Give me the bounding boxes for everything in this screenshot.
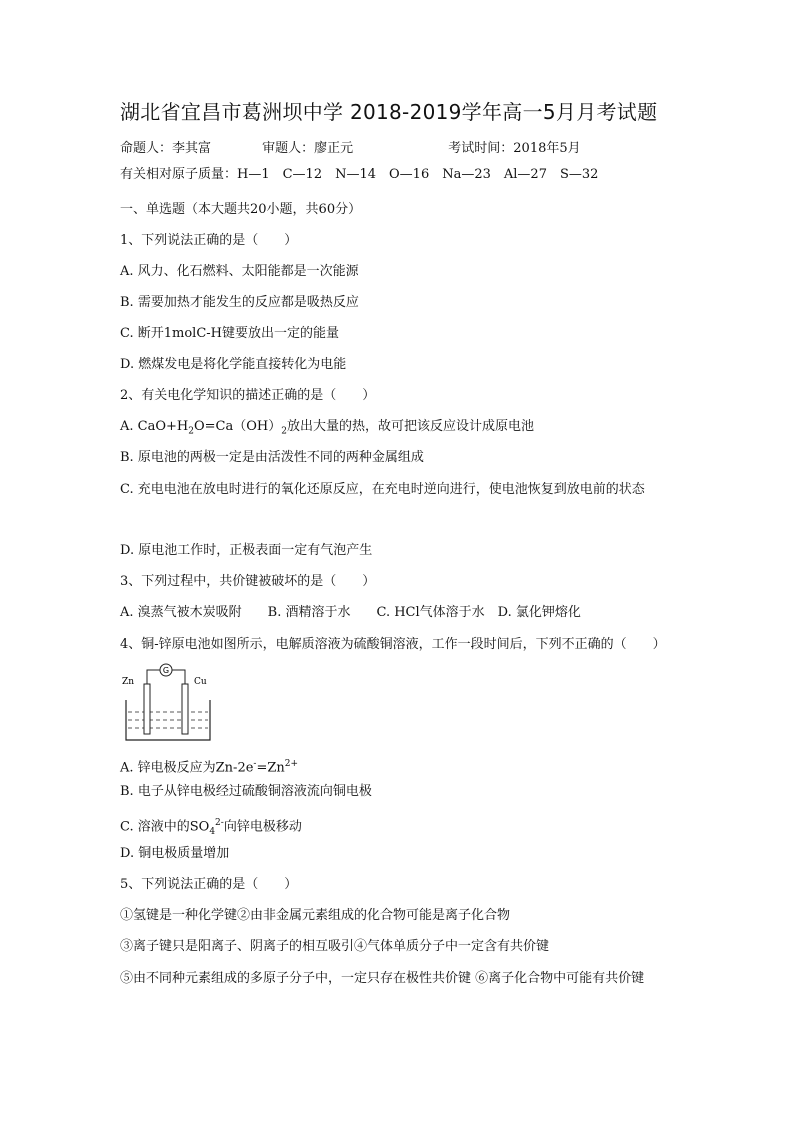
question-5-line-3: ⑤由不同种元素组成的多原子分子中，一定只存在极性共价键 ⑥离子化合物中可能有共价键 [120,971,645,986]
q4-a-mid: =Zn [256,760,285,776]
reviewer-text: 审题人：廖正元 [262,141,354,156]
galvanic-cell-svg [120,660,216,744]
question-2-stem: 2、有关电化学知识的描述正确的是（ ） [120,388,376,403]
question-5-line-2: ③离子键只是阳离子、阴离子的相互吸引④气体单质分子中一定含有共价键 [120,939,550,954]
q4-c-prefix: C. 溶液中的SO [120,819,210,835]
galvanic-cell-diagram [120,660,216,744]
question-3-options: A. 溴蒸气被木炭吸附 B. 酒精溶于水 C. HCl气体溶于水 D. 氯化钾熔化 [120,605,581,620]
q2-a-mid: O=Ca（OH） [193,419,282,434]
zinc-electrode [144,684,150,734]
exam-meta [120,140,581,158]
question-4-stem: 4、铜-锌原电池如图所示，电解质溶液为硫酸铜溶液，工作一段时间后，下列不正确的（ ） [120,637,666,652]
question-1-option-a: A. 风力、化石燃料、太阳能都是一次能源 [120,264,359,279]
section-heading: 一、单选题（本大题共20小题，共60分） [120,202,362,217]
question-2-option-b: B. 原电池的两极一定是由活泼性不同的两种金属组成 [120,450,424,465]
question-5-line-1: ①氢键是一种化学键②由非金属元素组成的化合物可能是离子化合物 [120,908,511,923]
q2-a-prefix: A. CaO+H [120,419,189,434]
q4-a-sup1: - [253,759,257,769]
question-1-option-d: D. 燃煤发电是将化学能直接转化为电能 [120,357,347,372]
question-4-option-b: B. 电子从锌电极经过硫酸铜溶液流向铜电极 [120,784,372,799]
question-1-option-c: C. 断开1molC-H键要放出一定的能量 [120,326,340,341]
question-2-option-c: C. 充电电池在放电时进行的氧化还原反应，在充电时逆向进行，使电池恢复到放电前的状态 [120,482,645,497]
q2-a-sub2: 2 [281,426,287,437]
wire-right [172,670,185,684]
q4-c-sup: 2- [215,818,224,828]
q2-a-sub1: 2 [188,426,194,437]
q4-a-sup2: 2+ [284,759,299,769]
question-1-option-b: B. 需要加热才能发生的反应都是吸热反应 [120,295,359,310]
zinc-label: Zn [122,677,135,687]
q2-a-rest: 放出大量的热，故可把该反应设计成原电池 [286,419,534,434]
q4-c-sub: 4 [209,826,216,837]
question-3-stem: 3、下列过程中，共价键被破坏的是（ ） [120,574,376,589]
question-2-option-a [120,418,534,441]
question-2-option-d: D. 原电池工作时，正极表面一定有气泡产生 [120,543,373,558]
question-4-option-a [120,755,298,777]
question-1-stem: 1、下列说法正确的是（ ） [120,233,298,248]
question-4-option-c [120,814,302,841]
exam-time-text: 考试时间：2018年5月 [448,141,581,156]
author-text: 命题人：李其富 [120,141,212,156]
q4-c-rest: 向锌电极移动 [223,819,302,835]
wire-left [147,670,160,684]
question-5-stem: 5、下列说法正确的是（ ） [120,877,298,892]
exam-title: 湖北省宜昌市葛洲坝中学 2018-2019学年高一5月月考试题 [120,100,658,124]
copper-electrode [182,684,188,734]
copper-label: Cu [194,677,207,687]
question-4-option-d: D. 铜电极质量增加 [120,846,230,861]
galvanometer-label: G [162,666,170,675]
q4-a-prefix: A. 锌电极反应为Zn-2e [120,760,254,776]
atomic-masses: 有关相对原子质量：H—1 C—12 N—14 O—16 Na—23 Al—27 S—32 [120,167,599,182]
